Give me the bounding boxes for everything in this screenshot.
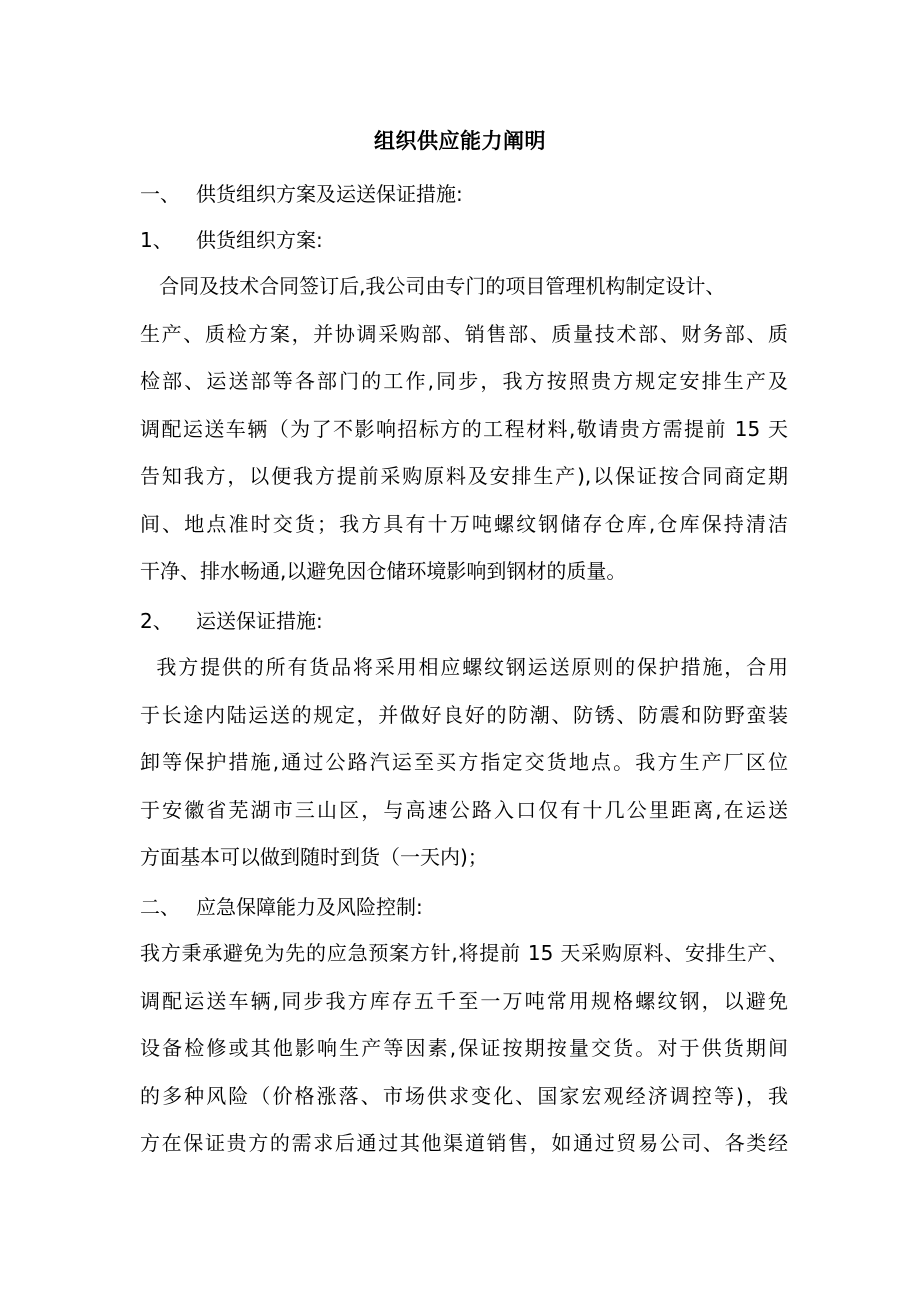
section-number: 一、 bbox=[140, 182, 180, 206]
paragraph-line: 我方提供的所有货品将采用相应螺纹钢运送原则的保护措施，合用 bbox=[140, 655, 788, 679]
paragraph-line: 合同及技术合同签订后,我公司由专门的项目管理机构制定设计、 bbox=[140, 274, 726, 298]
paragraph-supply-plan bbox=[140, 268, 788, 601]
paragraph-line: 检部、运送部等各部门的工作,同步，我方按照贵方规定安排生产及 bbox=[140, 369, 788, 393]
paragraph-line: 于安徽省芜湖市三山区，与高速公路入口仅有十几公里距离,在运送 bbox=[140, 797, 788, 822]
paragraph-line: 于长途内陆运送的规定，并做好良好的防潮、防锈、防震和防野蛮装 bbox=[140, 702, 788, 727]
paragraph-line: 的多种风险（价格涨落、市场供求变化、国家宏观经济调控等)，我 bbox=[140, 1083, 788, 1108]
section-label: 应急保障能力及风险控制: bbox=[196, 895, 423, 919]
paragraph-line: 干净、排水畅通,以避免因仓储环境影响到钢材的质量。 bbox=[140, 559, 627, 583]
paragraph-line: 告知我方，以便我方提前采购原料及安排生产),以保证按合同商定期 bbox=[140, 464, 788, 488]
document-title: 组织供应能力阐明 bbox=[374, 129, 546, 153]
paragraph-line: 方面基本可以做到随时到货（一天内)； bbox=[140, 845, 488, 869]
paragraph-emergency-risk bbox=[140, 935, 788, 1173]
subsection-heading-1 bbox=[140, 222, 323, 258]
subsection-label: 供货组织方案: bbox=[196, 228, 323, 252]
section-heading-1 bbox=[140, 176, 463, 212]
paragraph-transport-measures bbox=[140, 649, 788, 887]
paragraph-line: 生产、质检方案，并协调采购部、销售部、质量技术部、财务部、质 bbox=[140, 321, 788, 346]
paragraph-line: 调配运送车辆（为了不影响招标方的工程材料,敬请贵方需提前 15 天 bbox=[140, 416, 788, 441]
subsection-number: 2、 bbox=[140, 609, 173, 633]
subsection-label: 运送保证措施: bbox=[196, 609, 323, 633]
section-number: 二、 bbox=[140, 895, 180, 919]
subsection-number: 1、 bbox=[140, 228, 173, 252]
section-label: 供货组织方案及运送保证措施: bbox=[196, 182, 463, 206]
subsection-heading-2 bbox=[140, 603, 323, 639]
section-heading-2 bbox=[140, 889, 423, 925]
paragraph-line: 调配运送车辆,同步我方库存五千至一万吨常用规格螺纹钢，以避免 bbox=[140, 988, 788, 1013]
paragraph-line: 我方秉承避免为先的应急预案方针,将提前 15 天采购原料、安排生产、 bbox=[140, 941, 788, 965]
paragraph-line: 设备检修或其他影响生产等因素,保证按期按量交货。对于供货期间 bbox=[140, 1036, 788, 1060]
paragraph-line: 方在保证贵方的需求后通过其他渠道销售，如通过贸易公司、各类经 bbox=[140, 1131, 788, 1155]
paragraph-line: 卸等保护措施,通过公路汽运至买方指定交货地点。我方生产厂区位 bbox=[140, 750, 788, 774]
paragraph-line: 间、地点准时交货；我方具有十万吨螺纹钢储存仓库,仓库保持清洁 bbox=[140, 511, 788, 536]
